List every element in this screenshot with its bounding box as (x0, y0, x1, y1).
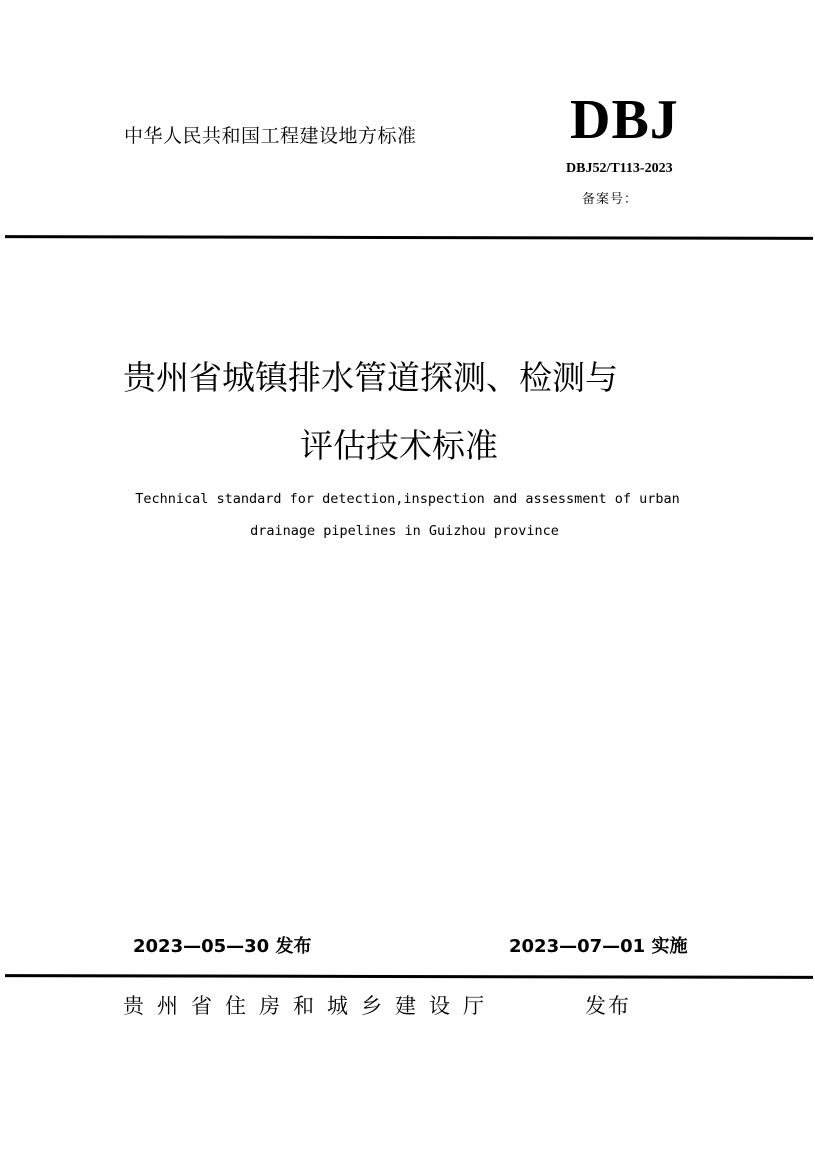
issue-word: 发布 (585, 994, 631, 1018)
top-divider (5, 235, 813, 240)
english-title-line-1: Technical standard for detection,inspection and assessment of urban (135, 491, 680, 507)
bottom-divider (5, 974, 813, 979)
filing-number-label: 备案号： (582, 192, 639, 207)
document-title-line-2: 评估技术标准 (300, 426, 498, 465)
standard-type-label: 中华人民共和国工程建设地方标准 (124, 125, 417, 147)
document-title-line-1: 贵州省城镇排水管道探测、检测与 (123, 358, 618, 397)
english-title-line-2: drainage pipelines in Guizhou province (250, 523, 559, 539)
issuing-authority: 贵州省住房和城乡建设厅 (123, 994, 497, 1018)
implementation-date: 2023—07—01 实施 (509, 936, 688, 957)
dbj-logo: DBJ (570, 89, 679, 151)
standard-number: DBJ52/T113-2023 (566, 161, 673, 176)
issue-date: 2023—05—30 发布 (133, 936, 312, 957)
